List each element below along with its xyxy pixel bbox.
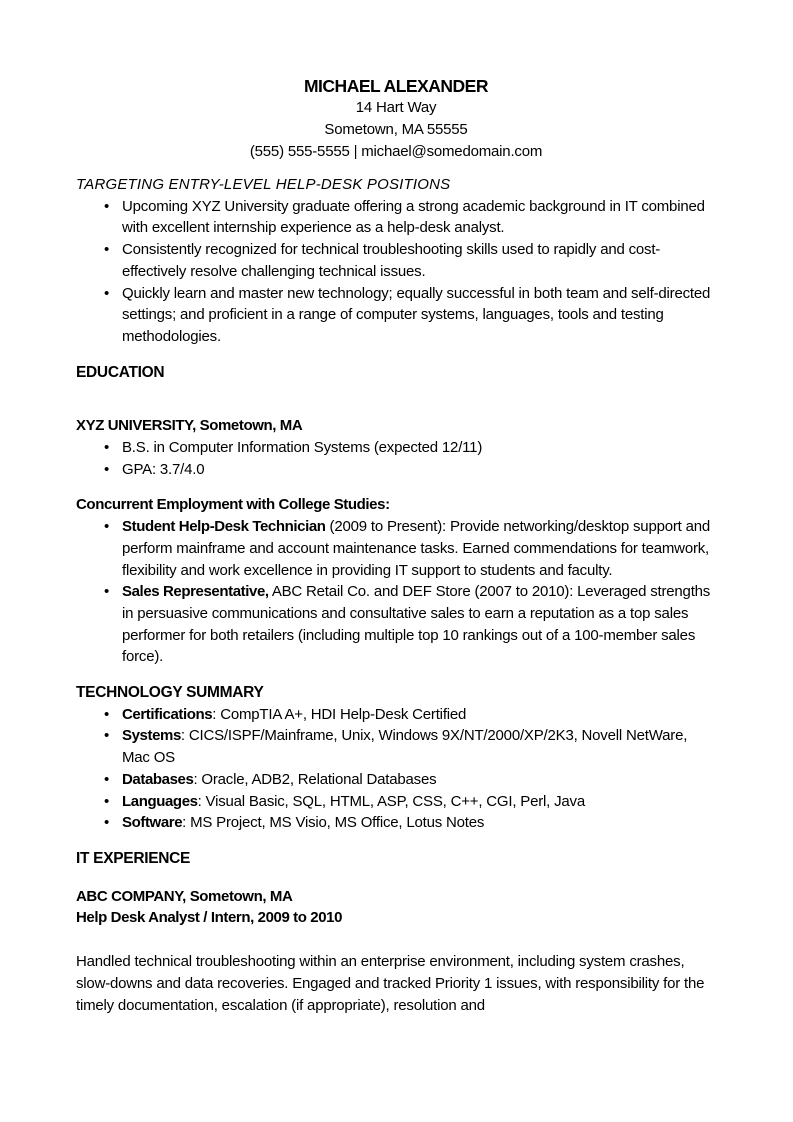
company-name: ABC COMPANY, Sometown, MA <box>76 887 293 905</box>
list-item <box>76 516 716 581</box>
list-item <box>76 769 716 791</box>
resume-header <box>76 75 716 163</box>
address-line-1: 14 Hart Way <box>355 99 437 116</box>
experience-paragraph: Handled technical troubleshooting within an enterprise environment, including system crashes, slow-downs and data recoveries. Engaged and tracked Priority 1 issues, with responsibility for the timely documentation, escalation (if appropriate), resolution and <box>76 953 705 1014</box>
list-item <box>76 581 716 668</box>
contact-line: (555) 555-5555 | michael@somedomain.com <box>249 143 543 160</box>
concurrent-employment-heading: Concurrent Employment with College Studies: <box>76 496 390 514</box>
tech-category-label: Languages <box>122 792 198 810</box>
list-item: • B.S. in Computer Information Systems (expected 12/11) <box>76 437 716 459</box>
technology-bullet-list <box>76 704 716 834</box>
list-item: • Consistently recognized for technical troubleshooting skills used to rapidly and cost-effectively resolve challenging technical issues. <box>76 239 716 282</box>
candidate-name: MICHAEL ALEXANDER <box>303 76 488 96</box>
job-description: (2009 to Present): Provide networking/desktop support and perform mainframe and account maintenance tasks. Earned commendations for teamwork, flexibility and work excellence in providing IT support to students and faculty. <box>122 518 711 579</box>
list-item <box>76 812 716 834</box>
tech-category-label: Software <box>122 814 183 832</box>
job-description: ABC Retail Co. and DEF Store (2007 to 2010): Leveraged strengths in persuasive communications and consultative sales to earn a reputation as a top sales performer for both retailers (including multiple top 10 rankings out of a 100-member sales force). <box>122 583 711 666</box>
tech-category-label: Systems <box>122 727 181 745</box>
list-item: • Quickly learn and master new technology; equally successful in both team and self-directed settings; and proficient in a range of computer systems, languages, tools and testing methodologies. <box>76 283 716 348</box>
targeting-bullet-list <box>76 196 716 348</box>
targeting-heading: TARGETING ENTRY-LEVEL HELP-DESK POSITIONS <box>76 176 451 193</box>
tech-category-values: : MS Project, MS Visio, MS Office, Lotus Notes <box>182 814 485 832</box>
list-item: • GPA: 3.7/4.0 <box>76 459 716 481</box>
tech-category-values: : Visual Basic, SQL, HTML, ASP, CSS, C++, CGI, Perl, Java <box>197 792 585 810</box>
list-item: • Upcoming XYZ University graduate offering a strong academic background in IT combined with excellent internship experience as a help-desk analyst. <box>76 196 716 239</box>
tech-category-values: : Oracle, ADB2, Relational Databases <box>193 770 437 788</box>
tech-category-label: Certifications <box>122 705 213 723</box>
education-section-heading: EDUCATION <box>76 363 165 381</box>
school-name: XYZ UNIVERSITY, Sometown, MA <box>76 417 303 435</box>
tech-category-values: : CICS/ISPF/Mainframe, Unix, Windows 9X/NT/2000/XP/2K3, Novell NetWare, Mac OS <box>122 727 688 767</box>
job-title: Student Help-Desk Technician <box>122 518 326 536</box>
concurrent-jobs-list <box>76 516 716 668</box>
address-line-2: Sometown, MA 55555 <box>324 121 468 138</box>
list-item <box>76 704 716 726</box>
tech-category-values: : CompTIA A+, HDI Help-Desk Certified <box>212 705 467 723</box>
education-bullet-list <box>76 437 716 480</box>
tech-category-label: Databases <box>122 770 194 788</box>
list-item <box>76 725 716 768</box>
experience-section-heading: IT EXPERIENCE <box>76 849 191 867</box>
technology-section-heading: TECHNOLOGY SUMMARY <box>76 684 264 702</box>
job-role-line: Help Desk Analyst / Intern, 2009 to 2010 <box>76 909 343 927</box>
list-item <box>76 791 716 813</box>
job-title: Sales Representative, <box>122 583 269 601</box>
